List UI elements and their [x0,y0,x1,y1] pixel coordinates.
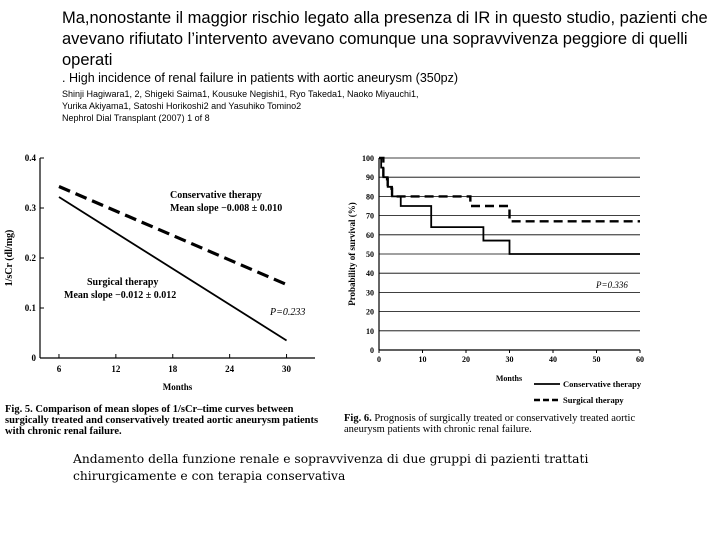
author-line: Shinji Hagiwara1, 2, Shigeki Saima1, Kousuke Negishi1, Ryo Takeda1, Naoko Miyauchi1, [62,89,419,99]
y-tick-label: 40 [366,269,374,279]
y-tick-label: 90 [366,173,374,183]
series-line-conservative [379,158,640,254]
legend-label-surgical: Surgical therapy [563,395,624,405]
fig6-caption [344,413,640,435]
fig6-caption-text: Prognosis of surgically treated or conservatively treated aortic aneurysm patients with chronic renal failure. [344,413,636,435]
y-tick-label: 80 [366,192,374,202]
author-line: Yurika Akiyama1, Satoshi Horikoshi2 and Yasuhiko Tomino2 [62,101,302,111]
y-tick-label: 100 [362,154,374,163]
fig5-caption [5,404,327,437]
y-tick-label: 0.2 [24,253,36,263]
y-tick-label: 20 [366,307,374,317]
y-tick-label: 70 [366,211,374,221]
citation-line: Nephrol Dial Transplant (2007) 1 of 8 [62,113,210,123]
slide-note: Andamento della funzione renale e sopravvivenza di due gruppi di pazienti trattati chirurgicamente e con terapia conservativa [73,452,589,483]
surgical-slope: Mean slope −0.012 ± 0.012 [64,290,177,301]
x-tick-label: 40 [549,355,557,364]
x-tick-label: 30 [505,355,514,364]
fig5-caption-text: Comparison of mean slopes of 1/sCr–time curves between surgically treated and conservatively treated aortic aneurysm patients with chronic renal failure. [5,404,319,437]
fig6-caption-label: Fig. 6. [344,413,372,424]
x-tick-label: 30 [282,364,292,374]
y-tick-label: 10 [366,326,374,336]
conservative-label: Conservative therapy [170,190,262,201]
p-value: P=0.336 [596,280,628,290]
x-tick-label: 60 [636,355,644,364]
y-tick-label: 0 [370,346,374,355]
y-tick-label: 0 [31,353,36,363]
y-tick-label: 30 [366,288,374,298]
study-title: . High incidence of renal failure in patients with aortic aneurysm (350pz) [62,71,459,85]
x-tick-label: 50 [592,355,601,364]
y-tick-label: 50 [366,250,374,259]
x-axis-label: Months [162,382,193,392]
legend-label-conservative: Conservative therapy [563,379,642,389]
x-tick-label: 18 [168,364,178,374]
series-line-surgical [379,158,640,221]
conservative-slope: Mean slope −0.008 ± 0.010 [170,203,283,214]
y-tick-label: 0.3 [24,203,36,213]
x-tick-label: 12 [111,364,121,374]
p-value: P=0.233 [270,307,306,318]
slide-title: Ma,nonostante il maggior rischio legato alla presenza di IR in questo studio, pazienti che avevano rifiutato l’intervento avevano comunque una sopravvivenza peggiore di quelli operati [62,9,708,69]
x-tick-label: 24 [225,364,235,374]
y-axis-label: 1/sCr (dl/mg) [4,229,15,287]
surgical-label: Surgical therapy [87,277,159,288]
x-tick-label: 20 [462,355,470,364]
fig5-caption-label: Fig. 5. [5,404,33,415]
x-axis-label: Months [495,374,523,383]
x-tick-label: 10 [418,355,427,364]
x-tick-label: 6 [56,364,62,374]
y-tick-label: 0.4 [24,153,36,163]
y-tick-label: 0.1 [24,303,36,313]
x-tick-label: 0 [377,355,381,364]
y-axis-label: Probability of survival (%) [347,202,357,306]
y-tick-label: 60 [366,230,374,240]
